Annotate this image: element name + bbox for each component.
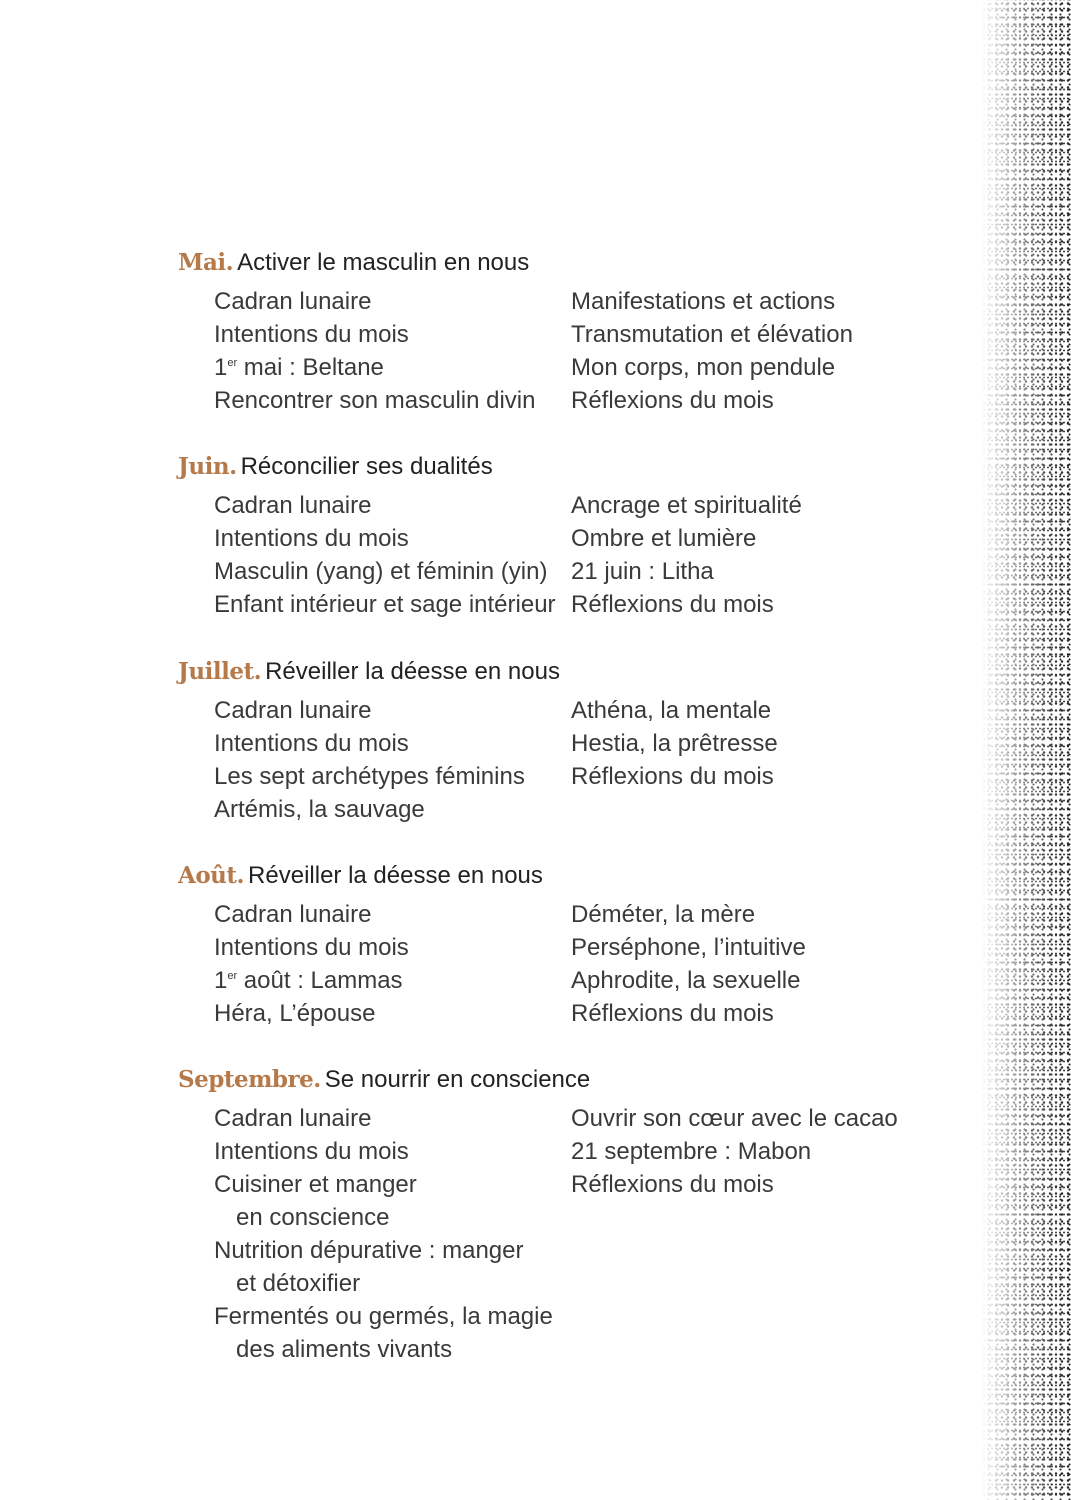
list-item: Réflexions du mois (571, 763, 774, 790)
month-name: Septembre. (178, 1066, 321, 1093)
left-column (214, 285, 554, 417)
list-item-continuation: et détoxifier (236, 1270, 361, 1297)
section-subtitle: Se nourrir en conscience (324, 1066, 591, 1093)
list-item: Cuisiner et manger (214, 1171, 417, 1198)
list-item: Intentions du mois (214, 730, 409, 757)
list-item: Perséphone, l’intuitive (571, 934, 806, 961)
list-item: Mon corps, mon pendule (571, 354, 836, 381)
list-item: Ancrage et spiritualité (571, 492, 802, 519)
list-item: Intentions du mois (214, 321, 409, 348)
list-item: Cadran lunaire (214, 492, 372, 519)
list-item: Réflexions du mois (571, 1000, 774, 1027)
section-heading (178, 1065, 898, 1095)
section-subtitle: Réveiller la déesse en nous (248, 862, 543, 889)
list-item-continuation: des aliments vivants (236, 1336, 453, 1363)
list-item: Cadran lunaire (214, 697, 372, 724)
month-name: Juin. (178, 453, 237, 480)
list-item: Réflexions du mois (571, 591, 774, 618)
section-heading (178, 657, 898, 687)
section-juillet (178, 657, 898, 823)
list-item: Artémis, la sauvage (214, 796, 425, 823)
month-name: Mai. (178, 249, 234, 276)
left-column (214, 898, 554, 1030)
list-item: Ouvrir son cœur avec le cacao (571, 1105, 898, 1132)
left-column (214, 694, 554, 826)
list-item: Nutrition dépurative : manger (214, 1237, 524, 1264)
list-item: Intentions du mois (214, 1138, 409, 1165)
right-column (571, 694, 891, 793)
list-item: Héra, L’épouse (214, 1000, 376, 1027)
list-item: Cadran lunaire (214, 288, 372, 315)
right-column (571, 489, 891, 621)
list-item: Rencontrer son masculin divin (214, 387, 536, 414)
section-mai (178, 248, 898, 414)
list-item: Déméter, la mère (571, 901, 756, 928)
left-column (214, 1102, 554, 1366)
list-item: 21 juin : Litha (571, 558, 714, 585)
section-septembre (178, 1065, 898, 1363)
list-item: Intentions du mois (214, 525, 409, 552)
list-item: Transmutation et élévation (571, 321, 853, 348)
section-heading (178, 248, 898, 278)
list-item: Intentions du mois (214, 934, 409, 961)
list-item: Masculin (yang) et féminin (yin) (214, 558, 548, 585)
section-juin (178, 452, 898, 618)
right-column (571, 285, 891, 417)
list-item: Fermentés ou germés, la magie (214, 1303, 553, 1330)
month-name: Août. (178, 862, 245, 889)
list-item: 21 septembre : Mabon (571, 1138, 812, 1165)
list-item: Hestia, la prêtresse (571, 730, 778, 757)
month-name: Juillet. (178, 658, 262, 685)
section-heading (178, 452, 898, 482)
list-item: Cadran lunaire (214, 901, 372, 928)
list-item-continuation: en conscience (236, 1204, 390, 1231)
section-heading (178, 861, 898, 891)
list-item: Manifestations et actions (571, 288, 836, 315)
list-item-date: 1er mai : Beltane (214, 354, 384, 381)
list-item: Athéna, la mentale (571, 697, 772, 724)
list-item: Enfant intérieur et sage intérieur (214, 591, 556, 618)
list-item-date: 1er août : Lammas (214, 967, 403, 994)
list-item: Aphrodite, la sexuelle (571, 967, 801, 994)
list-item: Cadran lunaire (214, 1105, 372, 1132)
list-item: Réflexions du mois (571, 1171, 774, 1198)
stipple-border-decoration (981, 0, 1071, 1500)
section-subtitle: Réconcilier ses dualités (240, 453, 493, 480)
section-subtitle: Activer le masculin en nous (237, 249, 530, 276)
left-column (214, 489, 554, 621)
list-item: Les sept archétypes féminins (214, 763, 525, 790)
list-item: Réflexions du mois (571, 387, 774, 414)
section-subtitle: Réveiller la déesse en nous (265, 658, 560, 685)
section-aout (178, 861, 898, 1027)
right-column (571, 1102, 898, 1201)
list-item: Ombre et lumière (571, 525, 757, 552)
right-column (571, 898, 891, 1030)
